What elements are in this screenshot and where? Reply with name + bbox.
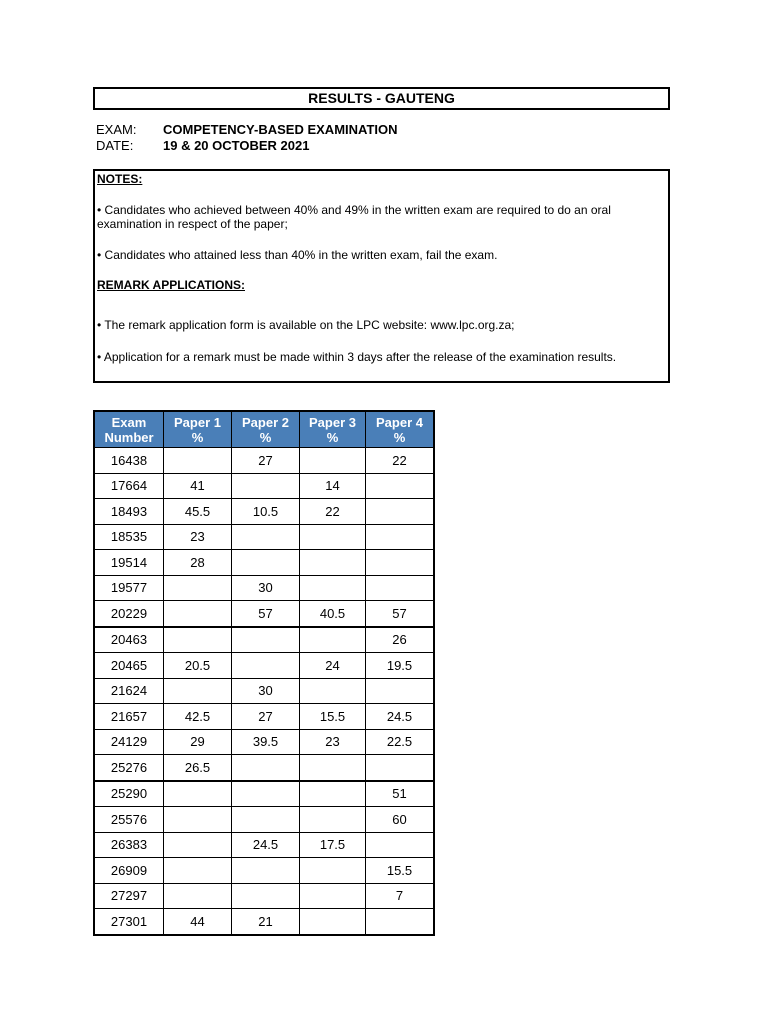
exam-label: EXAM: <box>96 122 137 137</box>
exam-number-cell: 25276 <box>94 755 164 781</box>
paper-score-cell: 60 <box>366 807 435 833</box>
paper-score-cell: 22 <box>300 499 366 525</box>
paper-score-cell <box>164 832 232 858</box>
table-row <box>94 883 434 909</box>
notes-box <box>93 169 670 383</box>
paper-score-cell <box>366 524 435 550</box>
paper-score-cell: 14 <box>300 473 366 499</box>
column-header-line2: % <box>259 429 272 445</box>
exam-number-cell: 26909 <box>94 858 164 884</box>
page-title: RESULTS - GAUTENG <box>93 87 670 110</box>
paper-score-cell: 51 <box>366 781 435 807</box>
paper-score-cell <box>300 524 366 550</box>
paper-score-cell: 17.5 <box>300 832 366 858</box>
paper-score-cell: 39.5 <box>232 729 300 755</box>
paper-score-cell <box>164 883 232 909</box>
paper-score-cell <box>232 807 300 833</box>
column-header <box>94 411 164 448</box>
paper-score-cell: 57 <box>366 601 435 627</box>
paper-score-cell <box>366 832 435 858</box>
table-row <box>94 627 434 653</box>
paper-score-cell: 22.5 <box>366 729 435 755</box>
paper-score-cell <box>164 858 232 884</box>
column-header <box>164 411 232 448</box>
table-row <box>94 524 434 550</box>
column-header-line2: Number <box>104 429 154 445</box>
paper-score-cell <box>164 627 232 653</box>
paper-score-cell <box>300 909 366 935</box>
paper-score-cell: 15.5 <box>366 858 435 884</box>
exam-number-cell: 27297 <box>94 883 164 909</box>
paper-score-cell <box>300 858 366 884</box>
exam-number-cell: 27301 <box>94 909 164 935</box>
table-row <box>94 909 434 935</box>
exam-number-cell: 25290 <box>94 781 164 807</box>
paper-score-cell: 30 <box>232 678 300 704</box>
exam-number-cell: 24129 <box>94 729 164 755</box>
paper-score-cell: 10.5 <box>232 499 300 525</box>
table-row <box>94 653 434 679</box>
paper-score-cell <box>300 807 366 833</box>
paper-score-cell <box>300 781 366 807</box>
paper-score-cell: 26 <box>366 627 435 653</box>
paper-score-cell <box>300 448 366 474</box>
exam-number-cell: 19577 <box>94 575 164 601</box>
exam-number-cell: 21657 <box>94 704 164 730</box>
paper-score-cell: 23 <box>300 729 366 755</box>
paper-score-cell <box>232 473 300 499</box>
column-header <box>232 411 300 448</box>
table-row <box>94 550 434 576</box>
paper-score-cell <box>300 575 366 601</box>
paper-score-cell <box>164 601 232 627</box>
exam-value: COMPETENCY-BASED EXAMINATION <box>163 122 398 137</box>
paper-score-cell <box>366 678 435 704</box>
column-header-line1: Paper 2 <box>242 414 289 430</box>
paper-score-cell: 41 <box>164 473 232 499</box>
column-header-line1: Paper 1 <box>174 414 221 430</box>
column-header <box>366 411 435 448</box>
note-item: • Candidates who achieved between 40% and 49% in the written exam are required to do an oral examination in respect of the paper; <box>97 203 611 231</box>
exam-number-cell: 18493 <box>94 499 164 525</box>
paper-score-cell <box>366 575 435 601</box>
table-row <box>94 729 434 755</box>
table-row <box>94 575 434 601</box>
paper-score-cell: 27 <box>232 704 300 730</box>
paper-score-cell <box>300 883 366 909</box>
results-table <box>93 410 435 936</box>
date-value: 19 & 20 OCTOBER 2021 <box>163 138 310 153</box>
paper-score-cell: 45.5 <box>164 499 232 525</box>
paper-score-cell: 40.5 <box>300 601 366 627</box>
table-row <box>94 704 434 730</box>
table-row <box>94 781 434 807</box>
paper-score-cell: 26.5 <box>164 755 232 781</box>
table-row <box>94 807 434 833</box>
column-header-line2: % <box>326 429 339 445</box>
exam-number-cell: 20465 <box>94 653 164 679</box>
table-header-row <box>94 411 434 448</box>
paper-score-cell <box>300 678 366 704</box>
paper-score-cell <box>366 473 435 499</box>
table-row <box>94 858 434 884</box>
paper-score-cell <box>366 550 435 576</box>
note-item: • Candidates who attained less than 40% in the written exam, fail the exam. <box>97 248 498 262</box>
exam-number-cell: 25576 <box>94 807 164 833</box>
paper-score-cell: 24.5 <box>232 832 300 858</box>
paper-score-cell: 29 <box>164 729 232 755</box>
column-header-line1: Paper 4 <box>376 414 423 430</box>
column-header-line2: % <box>191 429 204 445</box>
table-row <box>94 832 434 858</box>
column-header-line2: % <box>393 429 406 445</box>
exam-number-cell: 20229 <box>94 601 164 627</box>
paper-score-cell <box>232 627 300 653</box>
paper-score-cell <box>232 550 300 576</box>
paper-score-cell: 15.5 <box>300 704 366 730</box>
column-header-line1: Exam <box>111 414 147 430</box>
paper-score-cell <box>232 858 300 884</box>
paper-score-cell <box>366 909 435 935</box>
paper-score-cell <box>232 653 300 679</box>
exam-number-cell: 26383 <box>94 832 164 858</box>
paper-score-cell <box>300 627 366 653</box>
paper-score-cell <box>232 883 300 909</box>
paper-score-cell <box>164 575 232 601</box>
paper-score-cell <box>164 448 232 474</box>
exam-number-cell: 19514 <box>94 550 164 576</box>
table-body <box>94 448 434 935</box>
paper-score-cell <box>366 499 435 525</box>
paper-score-cell <box>164 807 232 833</box>
paper-score-cell <box>232 755 300 781</box>
paper-score-cell: 42.5 <box>164 704 232 730</box>
table-row <box>94 601 434 627</box>
column-header-line1: Paper 3 <box>309 414 356 430</box>
column-header <box>300 411 366 448</box>
paper-score-cell <box>164 678 232 704</box>
paper-score-cell <box>164 781 232 807</box>
remark-item: • The remark application form is available on the LPC website: www.lpc.org.za; <box>97 318 515 332</box>
exam-number-cell: 17664 <box>94 473 164 499</box>
paper-score-cell <box>232 524 300 550</box>
exam-number-cell: 18535 <box>94 524 164 550</box>
paper-score-cell: 20.5 <box>164 653 232 679</box>
exam-number-cell: 20463 <box>94 627 164 653</box>
paper-score-cell <box>300 755 366 781</box>
exam-number-cell: 21624 <box>94 678 164 704</box>
table-row <box>94 755 434 781</box>
exam-number-cell: 16438 <box>94 448 164 474</box>
paper-score-cell: 22 <box>366 448 435 474</box>
paper-score-cell: 30 <box>232 575 300 601</box>
table-row <box>94 448 434 474</box>
paper-score-cell <box>300 550 366 576</box>
paper-score-cell <box>366 755 435 781</box>
table-row <box>94 499 434 525</box>
paper-score-cell: 24.5 <box>366 704 435 730</box>
paper-score-cell: 27 <box>232 448 300 474</box>
paper-score-cell <box>232 781 300 807</box>
date-label: DATE: <box>96 138 134 153</box>
paper-score-cell: 19.5 <box>366 653 435 679</box>
table-row <box>94 473 434 499</box>
table-row <box>94 678 434 704</box>
paper-score-cell: 24 <box>300 653 366 679</box>
paper-score-cell: 57 <box>232 601 300 627</box>
remark-item: • Application for a remark must be made within 3 days after the release of the examination results. <box>97 350 617 364</box>
paper-score-cell: 21 <box>232 909 300 935</box>
notes-heading: NOTES: <box>97 172 143 186</box>
paper-score-cell: 44 <box>164 909 232 935</box>
paper-score-cell: 28 <box>164 550 232 576</box>
paper-score-cell: 7 <box>366 883 435 909</box>
remark-heading: REMARK APPLICATIONS: <box>97 278 245 292</box>
paper-score-cell: 23 <box>164 524 232 550</box>
